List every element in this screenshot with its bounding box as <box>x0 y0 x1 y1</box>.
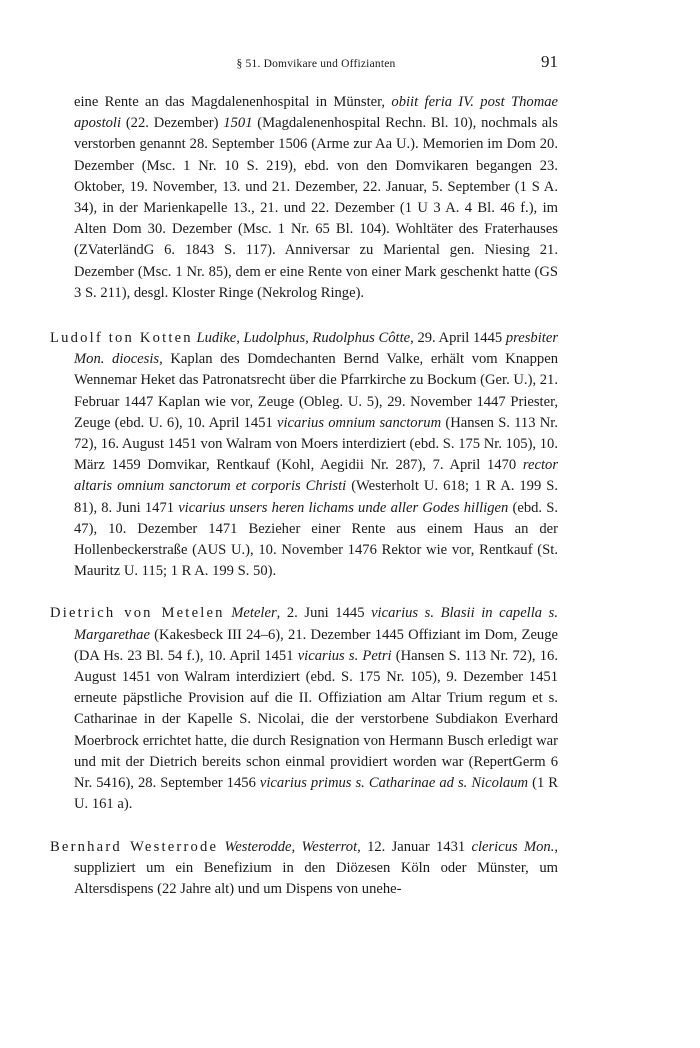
body-text <box>50 92 558 900</box>
italic-run: vicarius s. Blasii in capella s. Margarethae <box>74 605 558 643</box>
italic-run: Westerodde, Westerrot <box>224 838 358 855</box>
text-run: (Hansen S. 113 Nr. 72), 16. August 1451 von Walram von Moers interdiziert (ebd. S. 175 Nr. 105), 10. März 1459 Domvikar, Rentkauf (Kohl, Aegidii Nr. 287), 7. April 1470 <box>74 414 558 474</box>
text-run: (Westerholt U. 618; 1 R A. 199 S. 81), 8. Juni 1471 <box>74 478 558 516</box>
text-run: eine Rente an das Magdalenenhospital in Münster, <box>74 94 392 110</box>
italic-run: clericus Mon. <box>471 838 555 855</box>
italic-run: vicarius omnium sanctorum <box>277 414 442 431</box>
text-run: , 2. Juni 1445 <box>276 605 372 622</box>
text-run: (Magdalenenhospital Rechn. Bl. 10), nochmals als verstorben genannt 28. September 1506 (Arme zur Aa U.). Memorien im Dom 20. Dezember (Msc. 1 Nr. 10 S. 219), ebd. von den Domvikaren begangen 23. Oktober, 19. November, 13. und 21. Dezember, 22. Januar, 5. September (1 S A. 34), in der Marienkapelle 13., 21. und 22. Dezember (1 U 3 A. 4 Bl. 46 f.), im Alten Dom 30. Dezember (Msc. 1 Nr. 65 Bl. 104). Wohltäter des Fraterhauses (ZVaterländG 6. 1843 S. 117). Anniversar zu Mariental gen. Niesing 21. Dezember (Msc. 1 Nr. 85), dem er eine Rente von einer Mark geschenkt hatte (GS 3 S. 211), desgl. Kloster Ringe (Nekrolog Ringe). <box>74 115 558 301</box>
italic-run: Ludike, Ludolphus, Rudolphus Côtte <box>196 330 411 347</box>
text-run: , 29. April 1445 <box>410 330 506 347</box>
text-run: , 12. Januar 1431 <box>357 838 472 855</box>
italic-run: obiit feria IV. post Thomae apostoli <box>74 94 559 132</box>
italic-run: vicarius primus s. Catharinae ad s. Nicolaum <box>259 775 529 792</box>
text-run: (Kakesbeck III 24–6), 21. Dezember 1445 Offiziant im Dom, Zeuge (DA Hs. 23 Bl. 54 f.), 10. April 1451 <box>74 626 558 664</box>
continuation-paragraph <box>74 92 558 304</box>
entry-ludolf-ton-kotten <box>50 328 558 582</box>
italic-run: vicarius s. Petri <box>297 647 392 664</box>
italic-run: vicarius unsers heren lichams unde aller Godes hilligen <box>178 499 509 516</box>
text-run: , suppliziert um ein Benefizium in den Diözesen Köln oder Münster, um Altersdispens (22 Jahre alt) und um Dispens von unehe- <box>74 838 559 897</box>
text-run: (1 R U. 161 a). <box>74 775 559 813</box>
entry-bernhard-westerrode <box>50 837 558 901</box>
text-run: (ebd. S. 47), 10. Dezember 1471 Bezieher einer Rente aus einem Haus an der Hollenbeckerstraße (AUS U.), 10. November 1476 Rektor wie vor, Rentkauf (St. Mauritz U. 115; 1 R A. 199 S. 50). <box>74 499 558 580</box>
italic-run: rector altaris omnium sanctorum et corporis Christi <box>74 457 558 495</box>
entries-list <box>50 328 558 900</box>
page-number: 91 <box>541 52 558 71</box>
italic-run: Meteler <box>231 605 277 622</box>
entry-name: Ludolf ton Kotten <box>50 330 193 347</box>
text-run: (22. Dezember) <box>121 115 224 132</box>
entry-dietrich-von-metelen <box>50 603 558 815</box>
text-run: (Hansen S. 113 Nr. 72), 16. August 1451 von Walram interdiziert (ebd. S. 175 Nr. 105), 9. Dezember 1451 erneute päpstliche Provision auf die II. Offiziation am Altar Trium regum et s. Catharinae in der Kapelle S. Nicolai, die der verstorbene Subdiakon Everhard Moerbrock errichtet hatte, die durch Resignation von Hermann Busch erledigt war und mit der Dietrich bereits schon einmal providiert worden war (RepertGerm 6 Nr. 5416), 28. September 1456 <box>74 647 559 792</box>
italic-run: presbiter Mon. diocesis <box>74 330 558 368</box>
running-title: § 51. Domvikare und Offizianten <box>236 58 396 70</box>
running-header <box>74 52 558 74</box>
italic-run: 1501 <box>223 115 253 132</box>
text-run: , Kaplan des Domdechanten Bernd Valke, erhält vom Knappen Wennemar Heket das Patronatsrecht über die Pfarrkirche zu Bockum (Ger. U.), 21. Februar 1447 Kaplan wie vor, Zeuge (Obleg. U. 5), 29. November 1447 Priester, Zeuge (ebd. U. 6), 10. April 1451 <box>74 351 558 431</box>
entry-name: Bernhard Westerrode <box>50 838 219 855</box>
entry-name: Dietrich von Metelen <box>50 605 225 622</box>
